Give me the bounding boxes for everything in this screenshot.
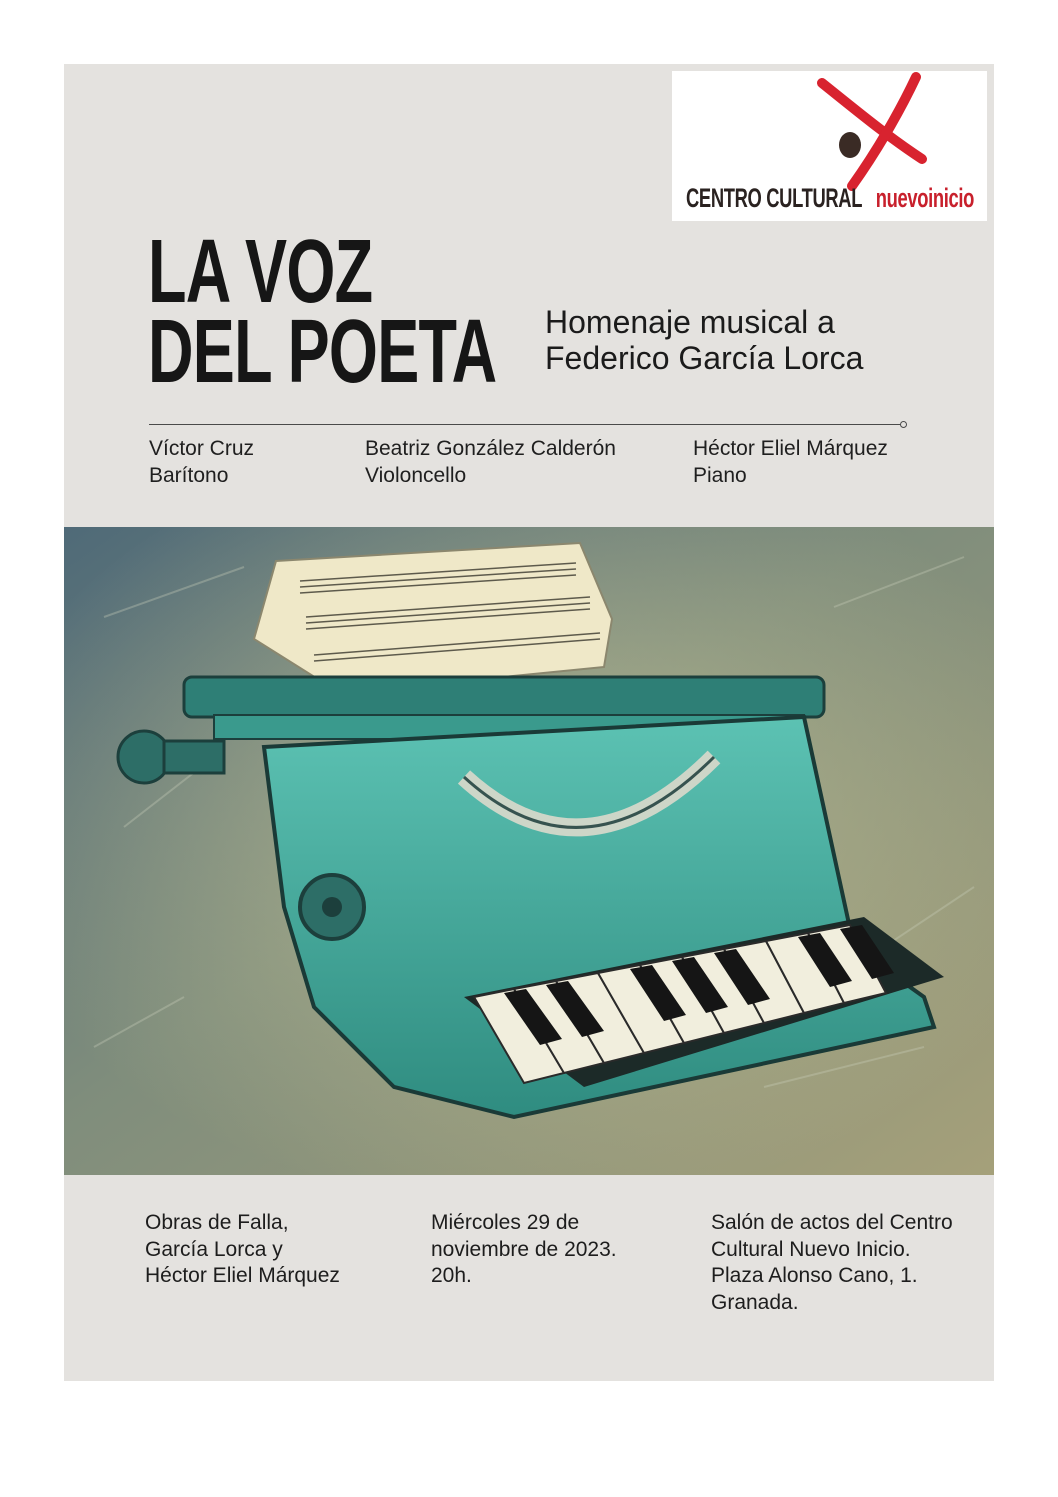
venue-line-3: Plaza Alonso Cano, 1. <box>711 1264 918 1287</box>
subtitle-line-1: Homenaje musical a <box>545 304 835 340</box>
works-line-1: Obras de Falla, <box>145 1211 289 1234</box>
date-info <box>431 1210 617 1290</box>
venue-line-4: Granada. <box>711 1290 799 1314</box>
logo-wordmark <box>686 183 974 214</box>
logo-text-nuevoinicio: nuevoinicio <box>875 183 974 213</box>
performer-role: Piano <box>693 464 747 487</box>
performer-piano <box>693 435 888 489</box>
date-line-3: 20h. <box>431 1264 472 1287</box>
works-info <box>145 1210 340 1290</box>
performer-name: Víctor Cruz <box>149 437 255 460</box>
performer-cello <box>365 435 616 489</box>
date-line-1: Miércoles 29 de <box>431 1211 580 1234</box>
works-line-3: Héctor Eliel Márquez <box>145 1264 340 1287</box>
date-line-2: noviembre de 2023. <box>431 1237 617 1261</box>
works-line-2: García Lorca y <box>145 1237 283 1261</box>
divider-end-dot <box>900 421 907 428</box>
subtitle-line-2: Federico García Lorca <box>545 340 864 376</box>
typewriter-piano-illustration <box>64 527 994 1175</box>
poster <box>64 64 994 1381</box>
performer-name: Héctor Eliel Márquez <box>693 437 888 460</box>
performer-name: Beatriz González Calderón <box>365 437 616 460</box>
performer-role: Barítono <box>149 464 229 487</box>
centro-cultural-logo <box>672 71 987 221</box>
divider-line <box>149 424 902 425</box>
venue-line-2: Cultural Nuevo Inicio. <box>711 1237 911 1261</box>
typewriter-piano-image <box>64 527 994 1175</box>
venue-line-1: Salón de actos del Centro <box>711 1211 953 1234</box>
title-line-2: DEL POETA <box>148 302 497 402</box>
poster-title <box>148 222 497 402</box>
performer-baritone <box>149 435 254 489</box>
logo-text-centro-cultural: CENTRO CULTURAL <box>686 183 863 213</box>
venue-info <box>711 1210 953 1316</box>
performer-role: Violoncello <box>365 464 467 487</box>
title-line-1: LA VOZ <box>148 222 373 322</box>
subtitle <box>545 304 863 376</box>
